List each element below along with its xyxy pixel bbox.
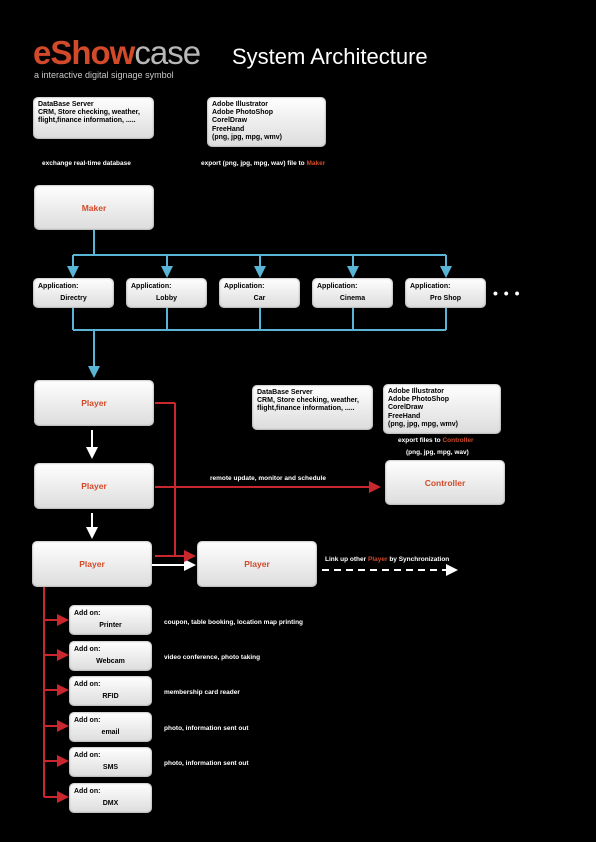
exchange-database-label: exchange real-time database bbox=[42, 160, 131, 167]
controller-database-server-box: DataBase Server CRM, Store checking, weather, flight,finance information, ..... bbox=[252, 385, 373, 430]
addon-desc-webcam: video conference, photo taking bbox=[164, 654, 261, 661]
application-box-cinema: Application: Cinema bbox=[312, 278, 393, 308]
design-tools-box: Adobe Illustrator Adobe PhotoShop CorelDraw FreeHand (png, jpg, mpg, wmv) bbox=[207, 97, 326, 147]
maker-to-apps-connector bbox=[73, 230, 446, 272]
addon-box-sms: Add on: SMS bbox=[69, 747, 152, 777]
addon-desc-sms: photo, information sent out bbox=[164, 760, 249, 767]
application-box-car: Application: Car bbox=[219, 278, 300, 308]
logo-tagline: a interactive digital signage symbol bbox=[34, 70, 174, 80]
controller-formats-label: (png, jpg, mpg, wav) bbox=[406, 449, 469, 456]
player-box-4: Player bbox=[197, 541, 317, 587]
addon-box-rfid: Add on: RFID bbox=[69, 676, 152, 706]
more-applications-dots: • • • bbox=[493, 285, 521, 301]
controller-design-tools-box: Adobe Illustrator Adobe PhotoShop CorelDraw FreeHand (png, jpg, mpg, wmv) bbox=[383, 384, 501, 434]
addons-connector bbox=[44, 585, 63, 797]
addon-box-webcam: Add on: Webcam bbox=[69, 641, 152, 671]
database-server-box: DataBase Server CRM, Store checking, weather, flight,finance information, ..... bbox=[33, 97, 154, 139]
addon-box-email: Add on: email bbox=[69, 712, 152, 742]
application-box-directry: Application: Directry bbox=[33, 278, 114, 308]
addon-desc-email: photo, information sent out bbox=[164, 725, 249, 732]
remote-update-label: remote update, monitor and schedule bbox=[210, 475, 326, 482]
addon-box-printer: Add on: Printer bbox=[69, 605, 152, 635]
eshowcase-logo: eShowcase bbox=[33, 34, 201, 71]
player-box-2: Player bbox=[34, 463, 154, 509]
player-box-3: Player bbox=[32, 541, 152, 587]
addon-box-dmx: Add on: DMX bbox=[69, 783, 152, 813]
application-box-pro-shop: Application: Pro Shop bbox=[405, 278, 486, 308]
export-to-controller-label: export files to Controller bbox=[398, 437, 474, 444]
page-title: System Architecture bbox=[232, 44, 428, 69]
apps-to-player-connector bbox=[73, 308, 446, 372]
addon-desc-printer: coupon, table booking, location map printing bbox=[164, 619, 304, 626]
player-box-1: Player bbox=[34, 380, 154, 426]
sync-label: Link up other Player by Synchronization bbox=[325, 556, 450, 563]
export-to-maker-label: export (png, jpg, mpg, wav) file to Maker bbox=[201, 160, 326, 167]
application-box-lobby: Application: Lobby bbox=[126, 278, 207, 308]
controller-box: Controller bbox=[385, 460, 505, 505]
addon-desc-rfid: membership card reader bbox=[164, 689, 240, 696]
maker-box: Maker bbox=[34, 185, 154, 230]
